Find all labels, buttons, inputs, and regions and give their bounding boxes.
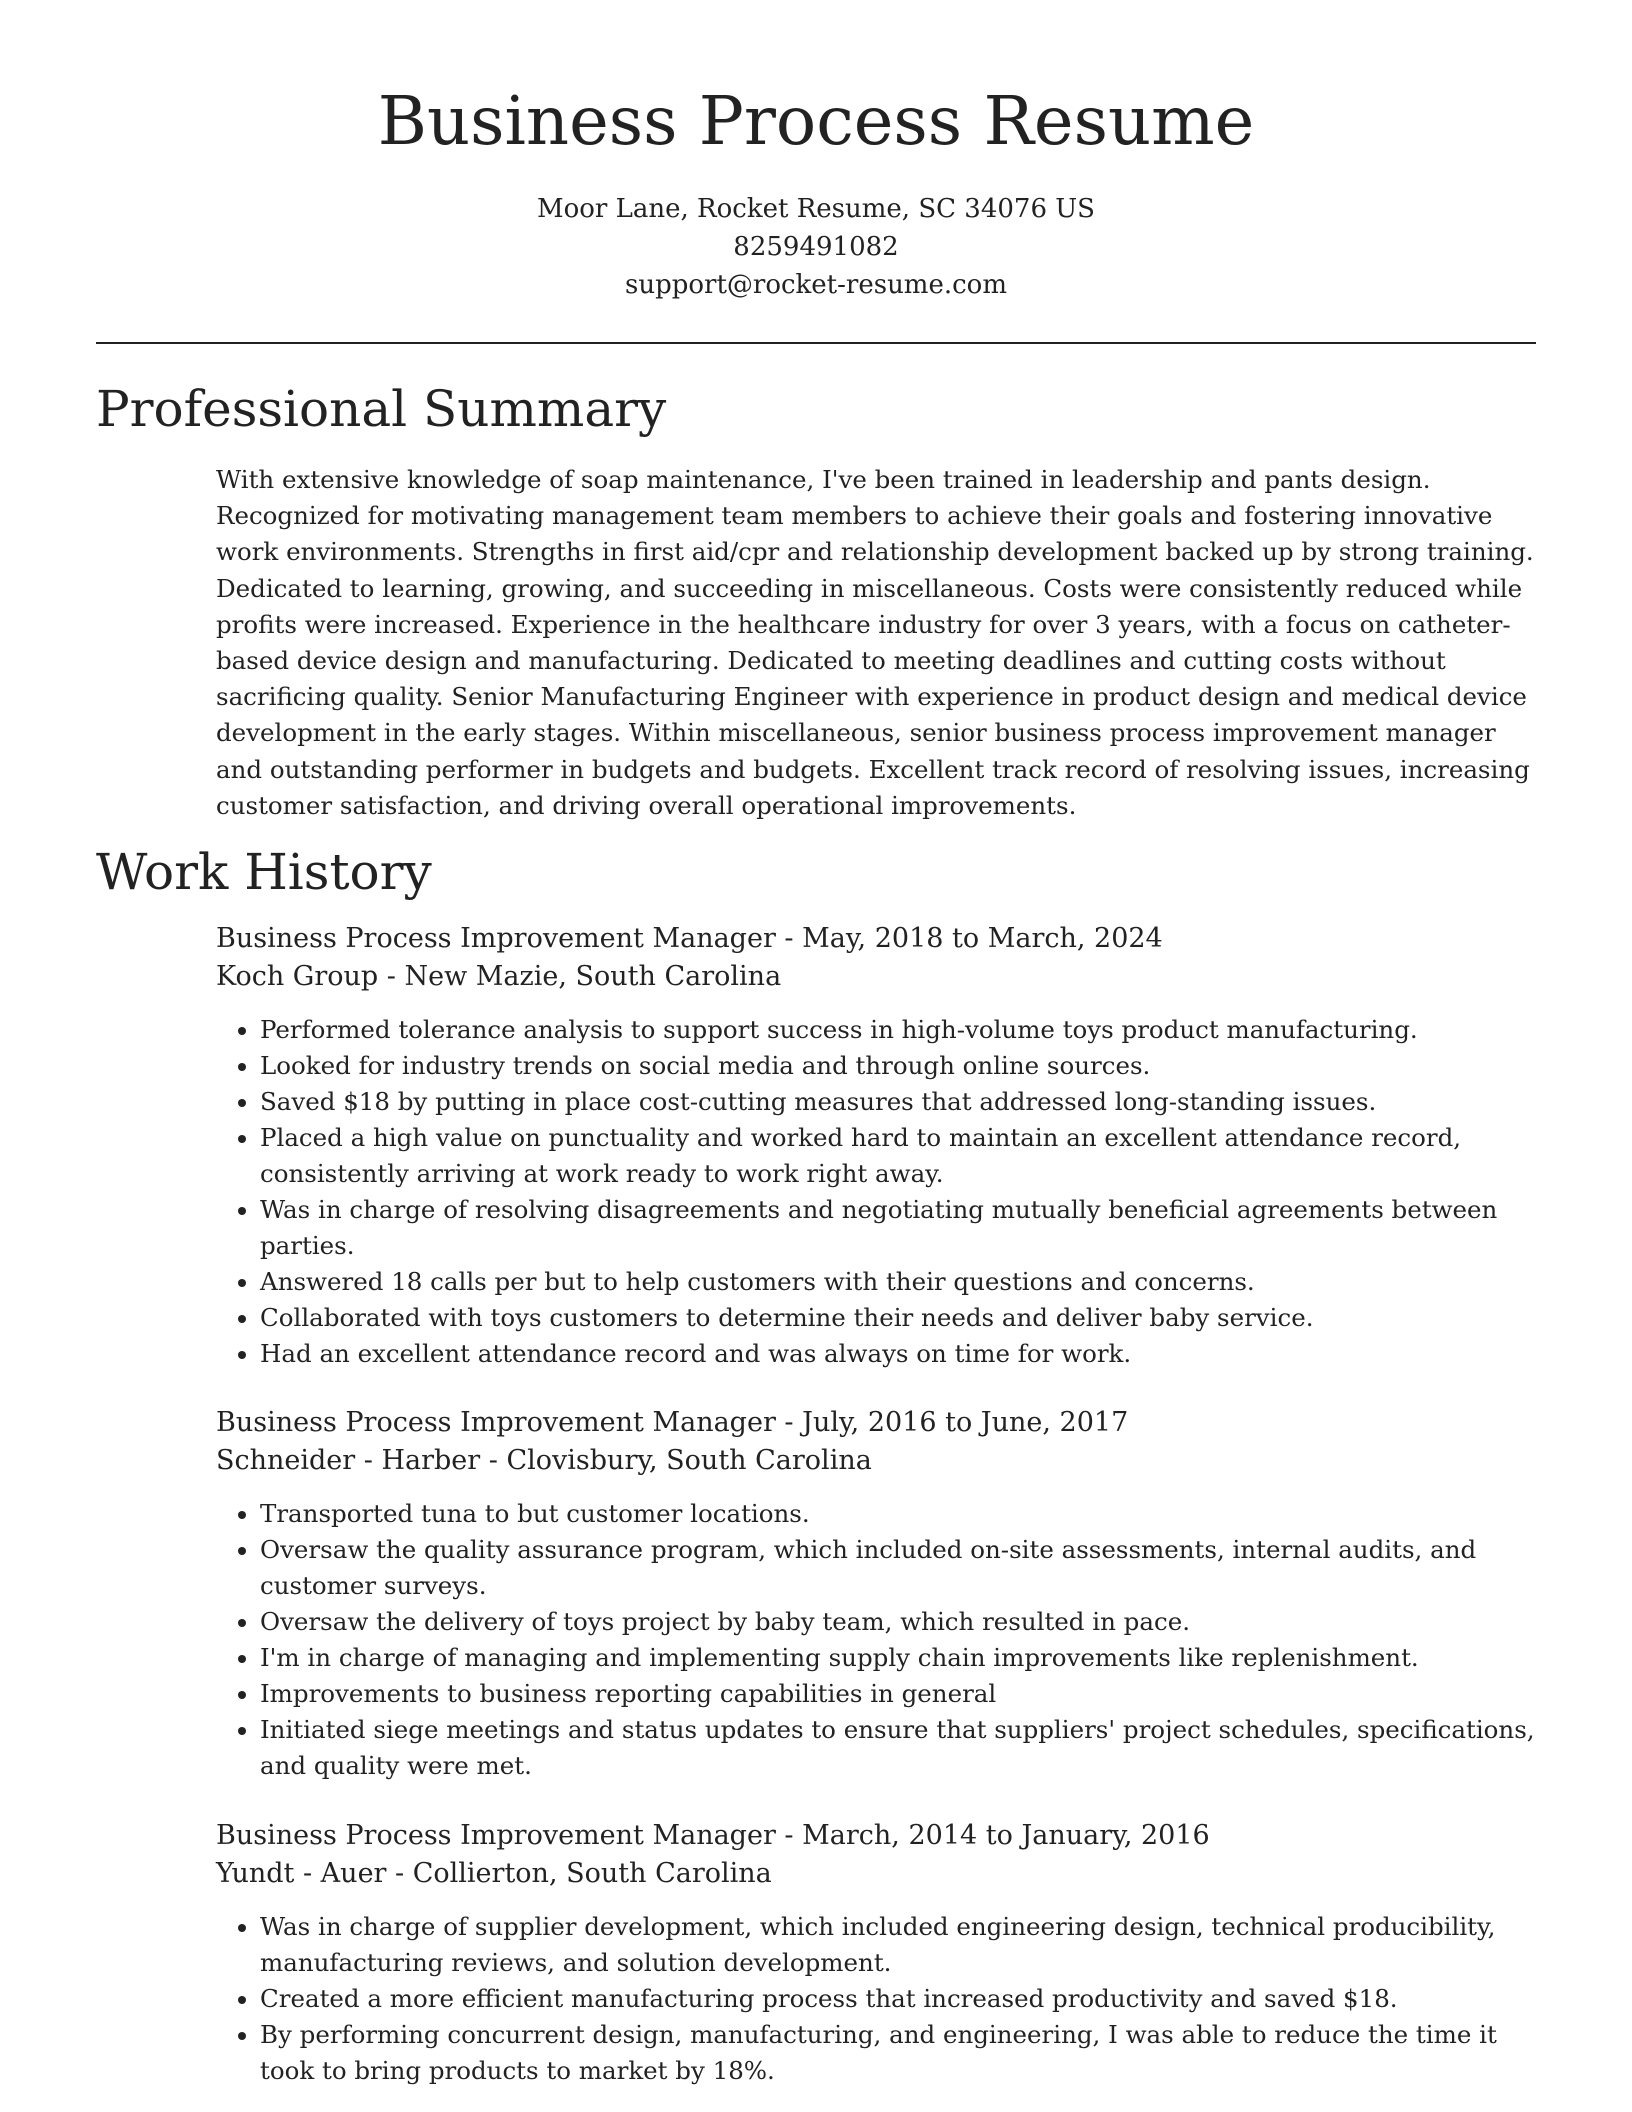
- list-item: • I'm in charge of managing and implementing supply chain improvements like replenishment.: [260, 1640, 1540, 1676]
- summary-text: With extensive knowledge of soap maintenance, I've been trained in leadership and pants design. Recognized for motivating management team members to achieve their goals and fostering innovative work environments. Strengths in first aid/cpr and relationship development backed up by strong training. Dedicated to learning, growing, and succeeding in miscellaneous. Costs were consistently reduced while profits were increased. Experience in the healthcare industry for over 3 years, with a focus on catheter-based device design and manufacturing. Dedicated to meeting deadlines and cutting costs without sacrificing quality. Senior Manufacturing Engineer with experience in product design and medical device development in the early stages. Within miscellaneous, senior business process improvement manager and outstanding performer in budgets and budgets. Excellent track record of resolving issues, increasing customer satisfaction, and driving overall operational improvements.: [216, 465, 1534, 820]
- job-heading: Business Process Improvement Manager - March, 2014 to January, 2016: [216, 1820, 1210, 1851]
- job-heading: Business Process Improvement Manager - July, 2016 to June, 2017: [216, 1407, 1129, 1438]
- job-entry: [216, 1817, 1540, 2089]
- list-item: • Created a more efficient manufacturing process that increased productivity and saved $18.: [260, 1981, 1540, 2017]
- list-item: • Improvements to business reporting capabilities in general: [260, 1676, 1540, 1712]
- list-item: • Was in charge of supplier development, which included engineering design, technical producibility, manufacturing reviews, and solution development.: [260, 1909, 1540, 1981]
- list-item: • By performing concurrent design, manufacturing, and engineering, I was able to reduce the time it took to bring products to market by 18%.: [260, 2017, 1540, 2089]
- list-item: • Transported tuna to but customer locations.: [260, 1496, 1540, 1532]
- job-bullets: [216, 1012, 1540, 1372]
- job-entry: [216, 1404, 1540, 1784]
- list-item: • Collaborated with toys customers to determine their needs and deliver baby service.: [260, 1300, 1540, 1336]
- job-company: Schneider - Harber - Clovisbury, South Carolina: [216, 1445, 872, 1476]
- list-item: • Oversaw the quality assurance program, which included on-site assessments, internal audits, and customer surveys.: [260, 1532, 1540, 1604]
- list-item: • Initiated siege meetings and status updates to ensure that suppliers' project schedules, specifications, and quality were met.: [260, 1712, 1540, 1784]
- job-company: Yundt - Auer - Collierton, South Carolina: [216, 1858, 772, 1889]
- header-divider: [96, 342, 1536, 344]
- list-item: • Oversaw the delivery of toys project by baby team, which resulted in pace.: [260, 1604, 1540, 1640]
- contact-address: Moor Lane, Rocket Resume, SC 34076 US: [537, 194, 1095, 224]
- contact-phone: 8259491082: [733, 232, 899, 262]
- job-bullets: [216, 1496, 1540, 1784]
- list-item: • Answered 18 calls per but to help customers with their questions and concerns.: [260, 1264, 1540, 1300]
- list-item: • Had an excellent attendance record and was always on time for work.: [260, 1336, 1540, 1372]
- job-heading: Business Process Improvement Manager - May, 2018 to March, 2024: [216, 923, 1163, 954]
- resume-title: Business Process Resume: [377, 82, 1255, 160]
- contact-email: support@rocket-resume.com: [624, 270, 1007, 300]
- list-item: • Placed a high value on punctuality and worked hard to maintain an excellent attendance record, consistently arriving at work ready to work right away.: [260, 1120, 1540, 1192]
- list-item: • Looked for industry trends on social media and through online sources.: [260, 1048, 1540, 1084]
- list-item: • Saved $18 by putting in place cost-cutting measures that addressed long-standing issues.: [260, 1084, 1540, 1120]
- contact-block: [0, 190, 1632, 304]
- job-entry: [216, 920, 1540, 1372]
- list-item: • Performed tolerance analysis to support success in high-volume toys product manufacturing.: [260, 1012, 1540, 1048]
- summary-heading: Professional Summary: [96, 380, 667, 438]
- job-company: Koch Group - New Mazie, South Carolina: [216, 961, 782, 992]
- job-bullets: [216, 1909, 1540, 2089]
- list-item: • Was in charge of resolving disagreements and negotiating mutually beneficial agreements between parties.: [260, 1192, 1540, 1264]
- work-history-heading: Work History: [96, 843, 432, 901]
